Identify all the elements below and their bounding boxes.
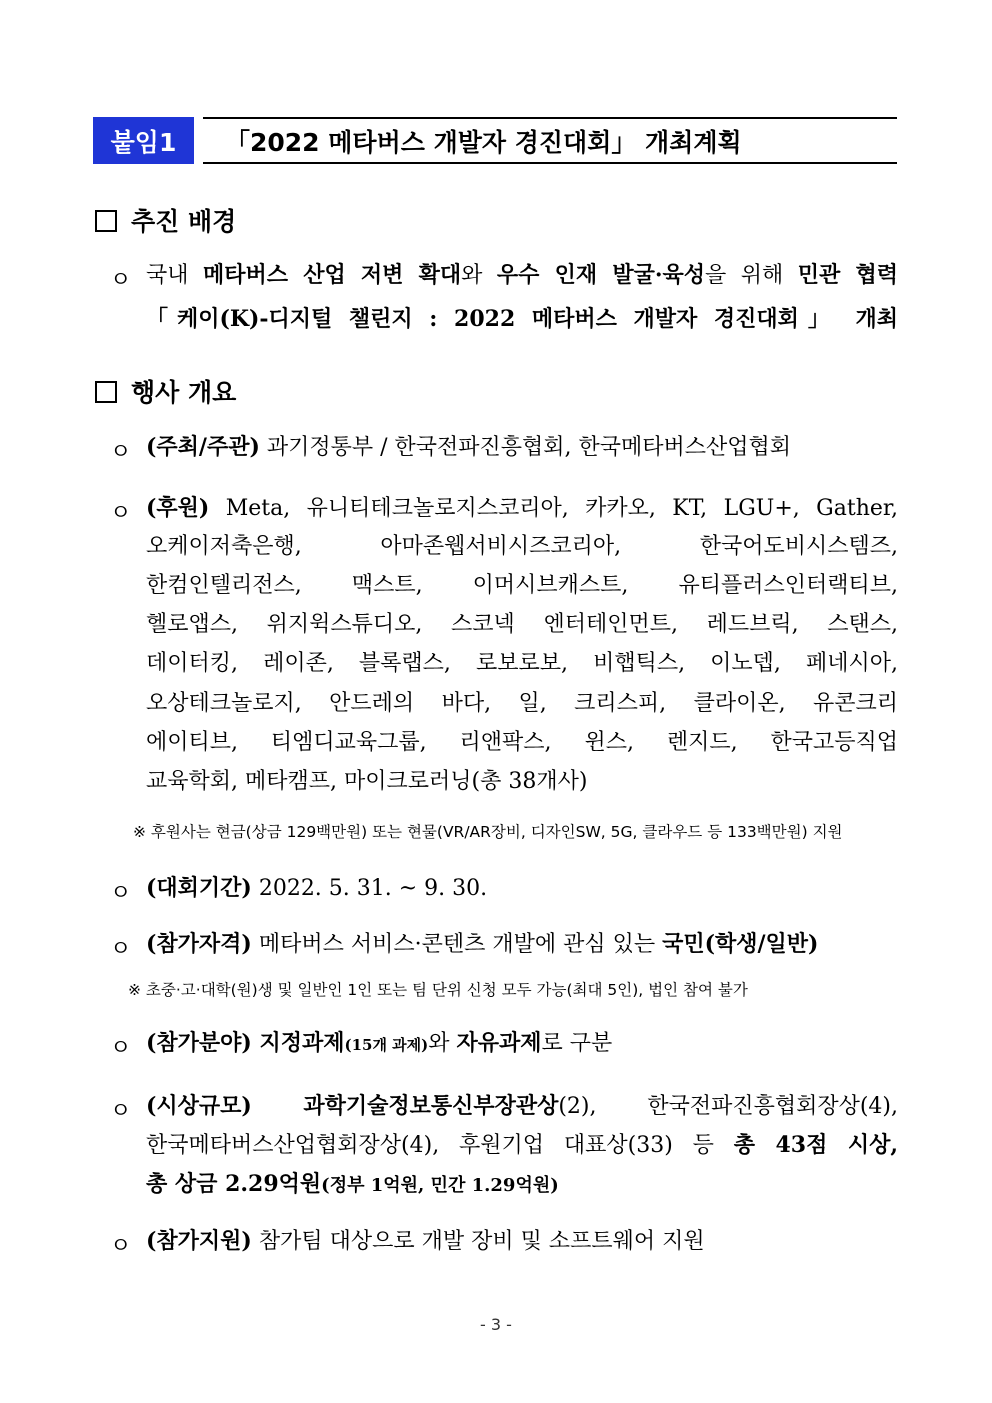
field-text: 로 구분 [541,1031,613,1056]
period-label: (대회기간) [146,875,252,901]
period-text: 2022. 5. 31. ~ 9. 30. [251,876,488,901]
text: 와 [461,263,497,288]
text: 국내 [146,263,204,288]
sponsor-line-1 [146,493,898,524]
eligibility-text: 메타버스 서비스·콘텐츠 개발에 관심 있는 [251,932,663,957]
bullet-icon: ㅇ [110,1036,132,1061]
section-overview-heading [95,373,236,409]
host-text: 과기정통부 / 한국전파진흥협회, 한국메타버스산업협회 [259,435,792,460]
bullet-icon: ㅇ [110,937,132,962]
field-bold: 자유과제 [456,1030,542,1056]
prize-line-2 [146,1130,898,1161]
sponsor-line-6: 오상테크놀로지, 안드레의 바다, 일, 크리스피, 클라이온, 유콘크리 [146,691,898,716]
support-line [146,1226,898,1257]
checkbox-square-icon [95,210,117,232]
sponsor-line-7: 에이티브, 티엠디교육그룹, 리앤팍스, 윈스, 렌지드, 한국고등직업 [146,730,898,755]
bullet-icon: ㅇ [110,501,132,526]
prize-text: 한국메타버스산업협회장상(4), 후원기업 대표상(33) 등 [146,1133,734,1158]
prize-small: (정부 1억원, 민간 1.29억원) [321,1175,559,1196]
prize-line-1 [146,1091,898,1122]
sponsor-text: Meta, 유니티테크놀로지스코리아, 카카오, KT, LGU+, Gather, [209,496,898,521]
support-text: 참가팀 대상으로 개발 장비 및 소프트웨어 지원 [251,1229,705,1254]
sponsor-line-8: 교육학회, 메타캠프, 마이크로러닝(총 38개사) [146,769,588,794]
bullet-icon: ㅇ [110,1234,132,1259]
sponsor-note: ※ 후원사는 현금(상금 129백만원) 또는 현물(VR/AR장비, 디자인SW, 5G, 클라우드 등 133백만원) 지원 [133,823,843,841]
eligibility-bold: 국민(학생/일반) [662,931,819,957]
field-bold: 지정과제 [251,1030,345,1056]
page-number: - 3 - [480,1315,512,1334]
bullet-icon: ㅇ [110,1099,132,1124]
prize-line-3 [146,1169,898,1201]
host-line [146,432,898,463]
document-title: 「2022 메타버스 개발자 경진대회」 개최계획 [203,117,897,164]
prize-bold: 과학기술정보통신부장관상 [251,1093,559,1119]
attachment-tag: 붙임1 [93,117,194,164]
eligibility-line [146,929,898,960]
support-label: (참가지원) [146,1228,252,1254]
field-small: (15개 과제) [344,1036,429,1054]
text-bold: 메타버스 산업 저변 확대 [203,262,462,288]
section-title: 행사 개요 [131,378,237,407]
bullet-icon: ㅇ [110,440,132,465]
prize-text: (2), 한국전파진흥협회장상(4), [558,1094,898,1119]
sponsor-line-5: 데이터킹, 레이존, 블록랩스, 로보로보, 비햅틱스, 이노뎁, 페네시아, [146,651,898,676]
field-label: (참가분야) [146,1030,252,1056]
prize-bold: 총 43점 시상, [733,1132,898,1158]
background-line-2: 「케이(K)-디지털 챌린지 : 2022 메타버스 개발자 경진대회」 개최 [146,306,898,332]
text-bold: 민관 협력 [797,262,898,288]
period-line [146,873,898,904]
field-text: 와 [428,1031,457,1056]
checkbox-square-icon [95,381,117,403]
background-line-1 [146,260,898,291]
sponsor-line-2: 오케이저축은행, 아마존웹서비시즈코리아, 한국어도비시스템즈, [146,534,898,559]
eligibility-note: ※ 초중·고·대학(원)생 및 일반인 1인 또는 팀 단위 신청 모두 가능(최대 5인), 법인 참여 불가 [128,981,748,999]
prize-bold: 총 상금 2.29억원 [146,1171,322,1197]
field-line [146,1028,898,1060]
eligibility-label: (참가자격) [146,931,252,957]
sponsor-label: (후원) [146,495,210,521]
sponsor-line-3: 한컴인텔리전스, 맥스트, 이머시브캐스트, 유티플러스인터랙티브, [146,573,898,598]
prize-label: (시상규모) [146,1093,252,1119]
text: 을 위해 [704,263,798,288]
sponsor-line-4: 헬로앱스, 위지윅스튜디오, 스코넥 엔터테인먼트, 레드브릭, 스탠스, [146,612,898,637]
bullet-icon: ㅇ [110,881,132,906]
section-title: 추진 배경 [131,207,237,236]
bullet-icon: ㅇ [110,268,132,293]
section-background-heading [95,202,236,238]
host-label: (주최/주관) [146,434,260,460]
text-bold: 우수 인재 발굴·육성 [496,262,705,288]
